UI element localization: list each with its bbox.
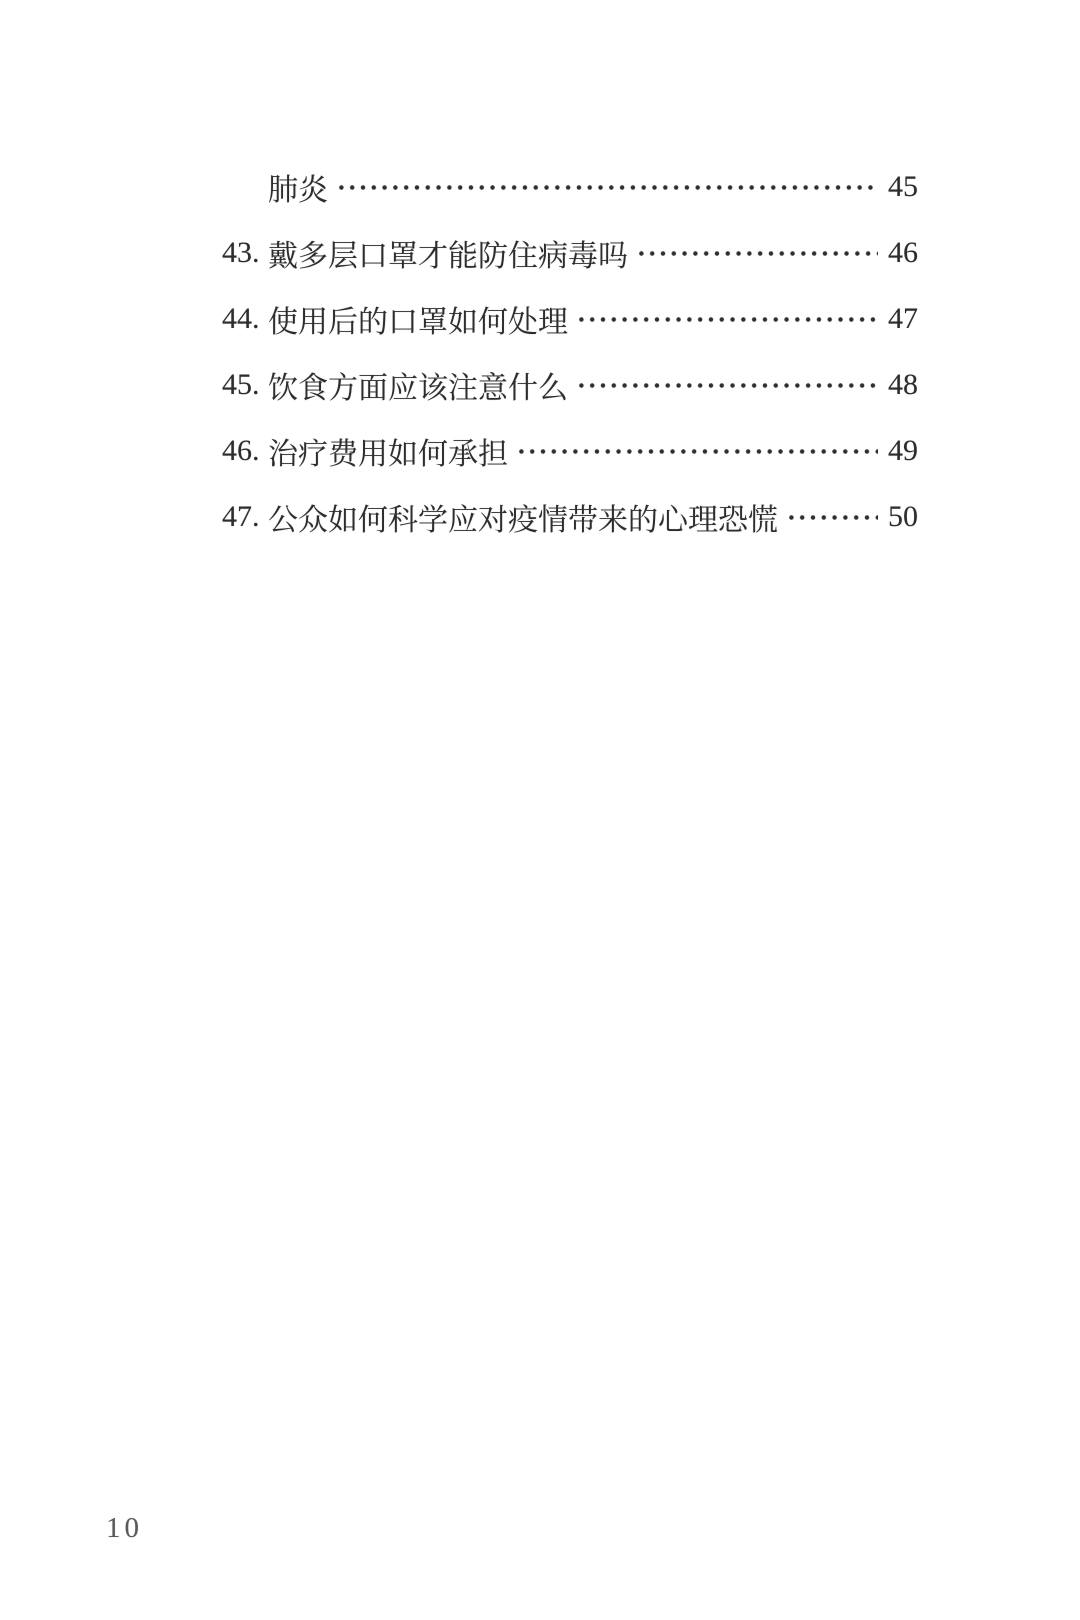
dot-leader bbox=[516, 418, 878, 484]
toc-entry-title: 公众如何科学应对疫情带来的心理恐慌 bbox=[268, 504, 778, 537]
toc-entry-title: 肺炎 bbox=[268, 174, 328, 207]
folio-page-number: 10 bbox=[106, 1512, 143, 1544]
toc-entry-page-number: 49 bbox=[888, 434, 918, 467]
toc-entry-number: 45. bbox=[222, 368, 260, 401]
dot-leader bbox=[786, 484, 878, 550]
toc-entry-number: 43. bbox=[222, 236, 260, 269]
toc-entry-title: 戴多层口罩才能防住病毒吗 bbox=[268, 240, 628, 273]
toc-entry-page-number: 47 bbox=[888, 302, 918, 335]
toc-entry-title: 治疗费用如何承担 bbox=[268, 438, 508, 471]
dot-leader bbox=[336, 154, 878, 220]
dot-leader bbox=[576, 352, 878, 418]
toc-entry bbox=[222, 220, 918, 286]
toc-entry-number: 44. bbox=[222, 302, 260, 335]
toc-entry-number: 46. bbox=[222, 434, 260, 467]
dot-leader bbox=[576, 286, 878, 352]
toc-entry bbox=[222, 154, 918, 220]
toc-entry-page-number: 46 bbox=[888, 236, 918, 269]
toc-entry bbox=[222, 352, 918, 418]
toc-entry-page-number: 45 bbox=[888, 170, 918, 203]
toc-entry-title: 饮食方面应该注意什么 bbox=[268, 372, 568, 405]
toc-list bbox=[222, 154, 918, 550]
toc-entry-page-number: 48 bbox=[888, 368, 918, 401]
dot-leader bbox=[636, 220, 878, 286]
toc-entry bbox=[222, 286, 918, 352]
toc-entry bbox=[222, 484, 918, 550]
toc-entry bbox=[222, 418, 918, 484]
toc-entry-page-number: 50 bbox=[888, 500, 918, 533]
toc-entry-title: 使用后的口罩如何处理 bbox=[268, 306, 568, 339]
toc-entry-number: 47. bbox=[222, 500, 260, 533]
